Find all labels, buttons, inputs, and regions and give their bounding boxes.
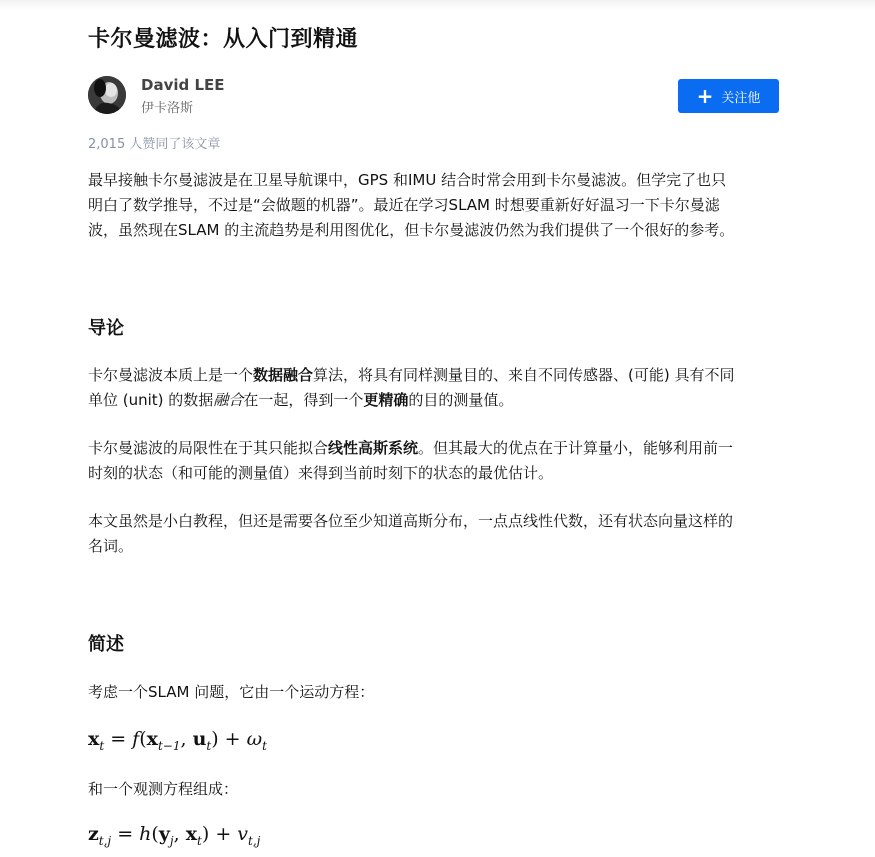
text-span: 。但其最大的优点在于计算量小，能够利用前一 — [418, 439, 734, 457]
formula-operator: , — [180, 728, 193, 750]
text-span: 在一起，得到一个 — [243, 391, 364, 409]
formula-operator: + — [209, 823, 238, 845]
paragraph-line: 时刻的状态（和可能的测量值）来得到当前时刻下的状态的最优估计。 — [88, 464, 554, 482]
text-span: 卡尔曼滤波的局限性在于其只能拟合 — [88, 439, 329, 457]
author-headline: 伊卡洛斯 — [141, 101, 194, 116]
section-heading-summary: 简述 — [88, 634, 124, 655]
formula-symbol: z — [88, 823, 99, 845]
formula-subscript: t,j — [248, 833, 261, 848]
likes-count[interactable]: 2,015 人赞同了该文章 — [88, 137, 221, 152]
formula-operator: , — [173, 823, 186, 845]
paragraph-line — [88, 436, 784, 461]
top-shadow — [0, 0, 875, 10]
intro-line-2: 明白了数学推导，不过是“会做题的机器”。最近在学习SLAM 时想要重新好好温习一下卡尔曼滤 — [88, 196, 720, 214]
plus-icon: + — [696, 84, 714, 108]
observation-equation — [88, 823, 260, 848]
motion-equation — [88, 728, 267, 753]
paragraph-observation: 和一个观测方程组成： — [88, 780, 239, 798]
formula-operator: ) — [211, 728, 219, 750]
formula-symbol: h — [139, 823, 152, 845]
section-heading-intro: 导论 — [88, 318, 124, 339]
formula-symbol: x — [185, 823, 198, 845]
formula-subscript: t,j — [98, 833, 112, 848]
paragraph-line: 名词。 — [88, 537, 134, 555]
formula-symbol: y — [158, 823, 170, 845]
paragraph-limitation — [88, 436, 784, 486]
paragraph-fusion — [88, 363, 784, 413]
paragraph-line — [88, 363, 784, 388]
avatar[interactable] — [88, 76, 126, 114]
formula-operator: ) — [201, 823, 210, 845]
follow-label: 关注他 — [721, 90, 761, 106]
text-span: 的目的测量值。 — [408, 391, 514, 409]
formula-operator: ( — [139, 728, 147, 750]
formula-subscript: t — [99, 738, 105, 753]
author-name[interactable]: David LEE — [141, 76, 225, 94]
bold-text: 数据融合 — [253, 366, 314, 384]
bold-text: 线性高斯系统 — [328, 439, 419, 457]
follow-button[interactable] — [678, 79, 779, 113]
formula-symbol: ω — [246, 728, 263, 750]
formula-subscript: t — [262, 738, 267, 753]
formula-symbol: u — [192, 728, 207, 750]
text-span: 算法，将具有同样测量目的、来自不同传感器、(可能) 具有不同 — [313, 366, 735, 384]
formula-subscript: t−1 — [157, 738, 181, 753]
text-span: 单位 (unit) 的数据 — [88, 391, 214, 409]
formula-subscript: t — [206, 738, 212, 753]
formula-operator: = — [111, 823, 140, 845]
author-row — [88, 76, 779, 116]
intro-line-1: 最早接触卡尔曼滤波是在卫星导航课中，GPS 和IMU 结合时常会用到卡尔曼滤波。但学完了也只 — [88, 171, 727, 189]
paragraph-line — [88, 388, 784, 413]
paragraph-prerequisites — [88, 509, 784, 559]
formula-operator: + — [218, 728, 247, 750]
formula-operator: = — [104, 728, 133, 750]
formula-symbol: f — [132, 728, 140, 750]
formula-subscript: j — [169, 833, 174, 848]
avatar-image — [88, 76, 126, 114]
paragraph-slam-problem: 考虑一个SLAM 问题，它由一个运动方程： — [88, 683, 375, 701]
intro-paragraph — [88, 168, 784, 243]
formula-subscript: t — [197, 833, 202, 848]
formula-operator: ( — [151, 823, 159, 845]
text-span: 卡尔曼滤波本质上是一个 — [88, 366, 254, 384]
paragraph-line: 本文虽然是小白教程，但还是需要各位至少知道高斯分布，一点点线性代数，还有状态向量这样的 — [88, 512, 734, 530]
bold-text: 更精确 — [363, 391, 409, 409]
formula-symbol: x — [88, 728, 100, 750]
formula-symbol: x — [146, 728, 158, 750]
formula-symbol: v — [237, 823, 249, 845]
article-title: 卡尔曼滤波：从入门到精通 — [88, 27, 359, 52]
intro-line-3: 波，虽然现在SLAM 的主流趋势是利用图优化，但卡尔曼滤波仍然为我们提供了一个很好的参考。 — [88, 221, 735, 239]
italic-text: 融合 — [213, 391, 244, 409]
